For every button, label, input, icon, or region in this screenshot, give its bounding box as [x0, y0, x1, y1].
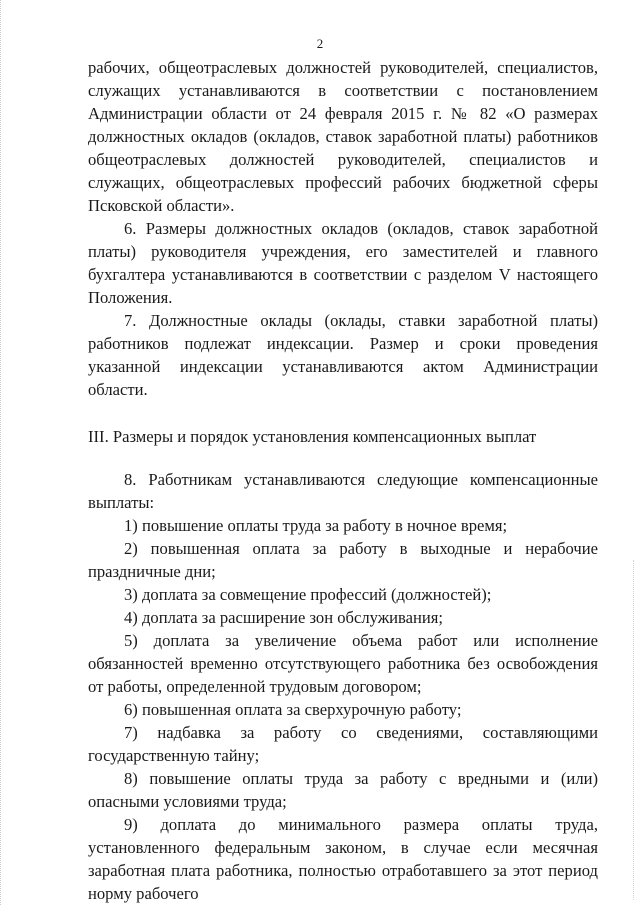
list-item: 6) повышенная оплата за сверхурочную работу; — [124, 700, 462, 719]
list-item: 9) доплата до минимального размера оплаты труда, установленного федеральным законом, в случае если месячная заработная плата работника, полностью отработавшего за этот период норму рабочего — [88, 815, 598, 903]
paragraph-item-6: 6. Размеры должностных окладов (окладов, ставок заработной платы) руководителя учреждения, его заместителей и главного бухгалтера устанавливаются в соответствии с разделом V настоящего Положения. — [88, 219, 598, 307]
paragraph-item-7: 7. Должностные оклады (оклады, ставки заработной платы) работников подлежат индексации. Размер и сроки проведения указанной индексации устанавливаются актом Администрации области. — [88, 311, 598, 399]
scan-edge-right — [631, 560, 634, 900]
list-item: 7) надбавка за работу со сведениями, составляющими государственную тайну; — [88, 723, 598, 765]
section-heading: III. Размеры и порядок установления компенсационных выплат — [88, 427, 537, 446]
document-body — [88, 56, 598, 905]
scan-edge-left — [0, 0, 5, 905]
list-item: 8) повышение оплаты труда за работу с вредными и (или) опасными условиями труда; — [88, 769, 598, 811]
page-number: 2 — [316, 36, 324, 51]
list-item: 4) доплата за расширение зон обслуживания; — [124, 608, 444, 627]
list-intro: 8. Работникам устанавливаются следующие компенсационные выплаты: — [88, 470, 598, 512]
paragraph-continuation: рабочих, общеотраслевых должностей руководителей, специалистов, служащих устанавливаются в соответствии с постановлением Администрации области от 24 февраля 2015 г. № 82 «О размерах должностных окладов (окладов, ставок заработной платы) работников общеотраслевых должностей руководителей, специалистов и служащих, общеотраслевых профессий рабочих бюджетной сферы Псковской области». — [88, 58, 598, 215]
list-item: 3) доплата за совмещение профессий (должностей); — [124, 585, 492, 604]
list-item: 5) доплата за увеличение объема работ или исполнение обязанностей временно отсутствующего работника без освобождения от работы, определенной трудовым договором; — [88, 631, 598, 696]
list-item: 1) повышение оплаты труда за работу в ночное время; — [124, 516, 508, 535]
list-item: 2) повышенная оплата за работу в выходные и нерабочие праздничные дни; — [88, 539, 598, 581]
